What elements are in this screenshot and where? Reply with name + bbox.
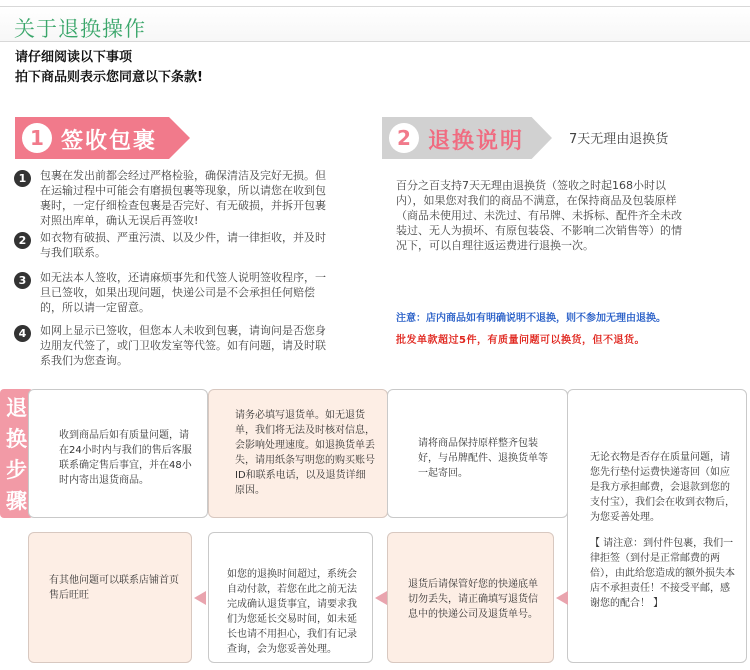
process-step-3	[387, 389, 568, 518]
section1-number: 1	[22, 123, 52, 153]
step-text: 请务必填写退货单。如无退货单，我们将无法及时核对信息，会影响处理速度。如退换货单丢失，请用纸条写明您的购买账号ID和联系电话，以及退货详细原因。	[235, 410, 375, 496]
item-number: 3	[14, 272, 31, 289]
notice-line-1: 请仔细阅读以下事项	[15, 50, 133, 65]
note-wholesale: 批发单款超过5件，有质量问题可以换货，但不退货。	[396, 335, 645, 346]
item-number: 1	[14, 170, 31, 187]
section2-number: 2	[389, 123, 419, 153]
list-item	[14, 270, 334, 315]
process-step-7	[28, 532, 192, 663]
item-text: 如无法本人签收，还请麻烦事先和代签人说明签收程序，一旦已签收，如果出现问题，快递公司是不会承担任何赔偿的，所以请一定留意。	[40, 271, 326, 314]
page-title: 关于退换操作	[14, 17, 146, 41]
step-warning-text: 【 请注意：到付件包裹，我们一律拒签（到付是正常邮费的两倍），由此给您造成的额外损失本店不承担责任！不接受平邮，感谢您的配合！ 】	[590, 538, 735, 609]
list-item	[14, 230, 334, 260]
notice	[15, 48, 203, 88]
step-text: 退货后请保管好您的快递底单切勿丢失，请正确填写退货信息中的快递公司及退货单号。	[408, 579, 538, 620]
step-text: 无论衣物是否存在质量问题，请您先行垫付运费快递寄回（如应是我方承担邮费，会退款到您的支付宝），我们会在收到衣物后，为您妥善处理。	[590, 452, 735, 523]
step-text: 如您的退换时间超过，系统会自动付款，若您在此之前无法完成确认退货事宜，请要求我们为您延长交易时间，如未延长也请不用担心，我们有记录查询，会为您妥善处理。	[227, 569, 357, 655]
item-text: 如衣物有破损、严重污渍、以及少件，请一律拒收，并及时与我们联系。	[40, 231, 326, 259]
process-step-1	[28, 389, 208, 518]
process-step-6	[208, 532, 373, 663]
list-item	[14, 168, 334, 228]
item-text: 包裹在发出前都会经过严格检验，确保清洁及完好无损。但在运输过程中可能会有磨损包裹等现象，所以请您在收到包裹时，一定仔细检查包裹是否完好、有无破损，并拆开包裹对照出库单，确认无误后再签收!	[40, 169, 326, 227]
section1-title: 签收包裹	[61, 129, 158, 154]
section2-heading	[382, 117, 552, 159]
section2-title: 退换说明	[428, 129, 525, 154]
step-text: 有其他问题可以联系店铺首页售后旺旺	[49, 575, 179, 601]
item-text: 如网上显示已签收，但您本人未收到包裹，请询问是否您身边朋友代签了，或门卫收发室等代签。如有问题，请及时联系我们为您查询。	[40, 324, 326, 367]
process-side-label: 退换步骤	[0, 389, 33, 518]
process-step-2	[208, 389, 388, 518]
section2-paragraph: 百分之百支持7天无理由退换货（签收之时起168小时以内），如果您对我们的商品不满意，在保持商品及包装原样（商品未使用过、未洗过、有吊牌、未拆标、配件齐全未改装过、无人为损坏、有原包装袋、不影响二次销售等）的情况下，可以自理往返运费进行退换一次。	[396, 179, 682, 252]
step-text: 请将商品保持原样整齐包装好，与吊牌配件、退换货单等一起寄回。	[418, 438, 548, 479]
item-number: 4	[14, 325, 31, 342]
arrow-left-icon	[375, 591, 387, 605]
arrow-left-icon	[194, 591, 206, 605]
section1-heading	[15, 117, 190, 159]
process-step-5	[387, 532, 554, 663]
list-item	[14, 323, 334, 368]
arrow-left-icon	[556, 591, 568, 605]
section2-tag: 7天无理由退换货	[569, 132, 669, 147]
note-no-return: 注意：店内商品如有明确说明不退换，则不参加无理由退换。	[396, 313, 666, 324]
item-number: 2	[14, 232, 31, 249]
process-step-4	[567, 389, 747, 663]
step-text: 收到商品后如有质量问题，请在24小时内与我们的售后客服联系确定售后事宜，并在48小时内寄出退货商品。	[59, 430, 192, 486]
header-bar	[0, 6, 750, 42]
notice-line-2: 拍下商品则表示您同意以下条款!	[15, 70, 203, 85]
